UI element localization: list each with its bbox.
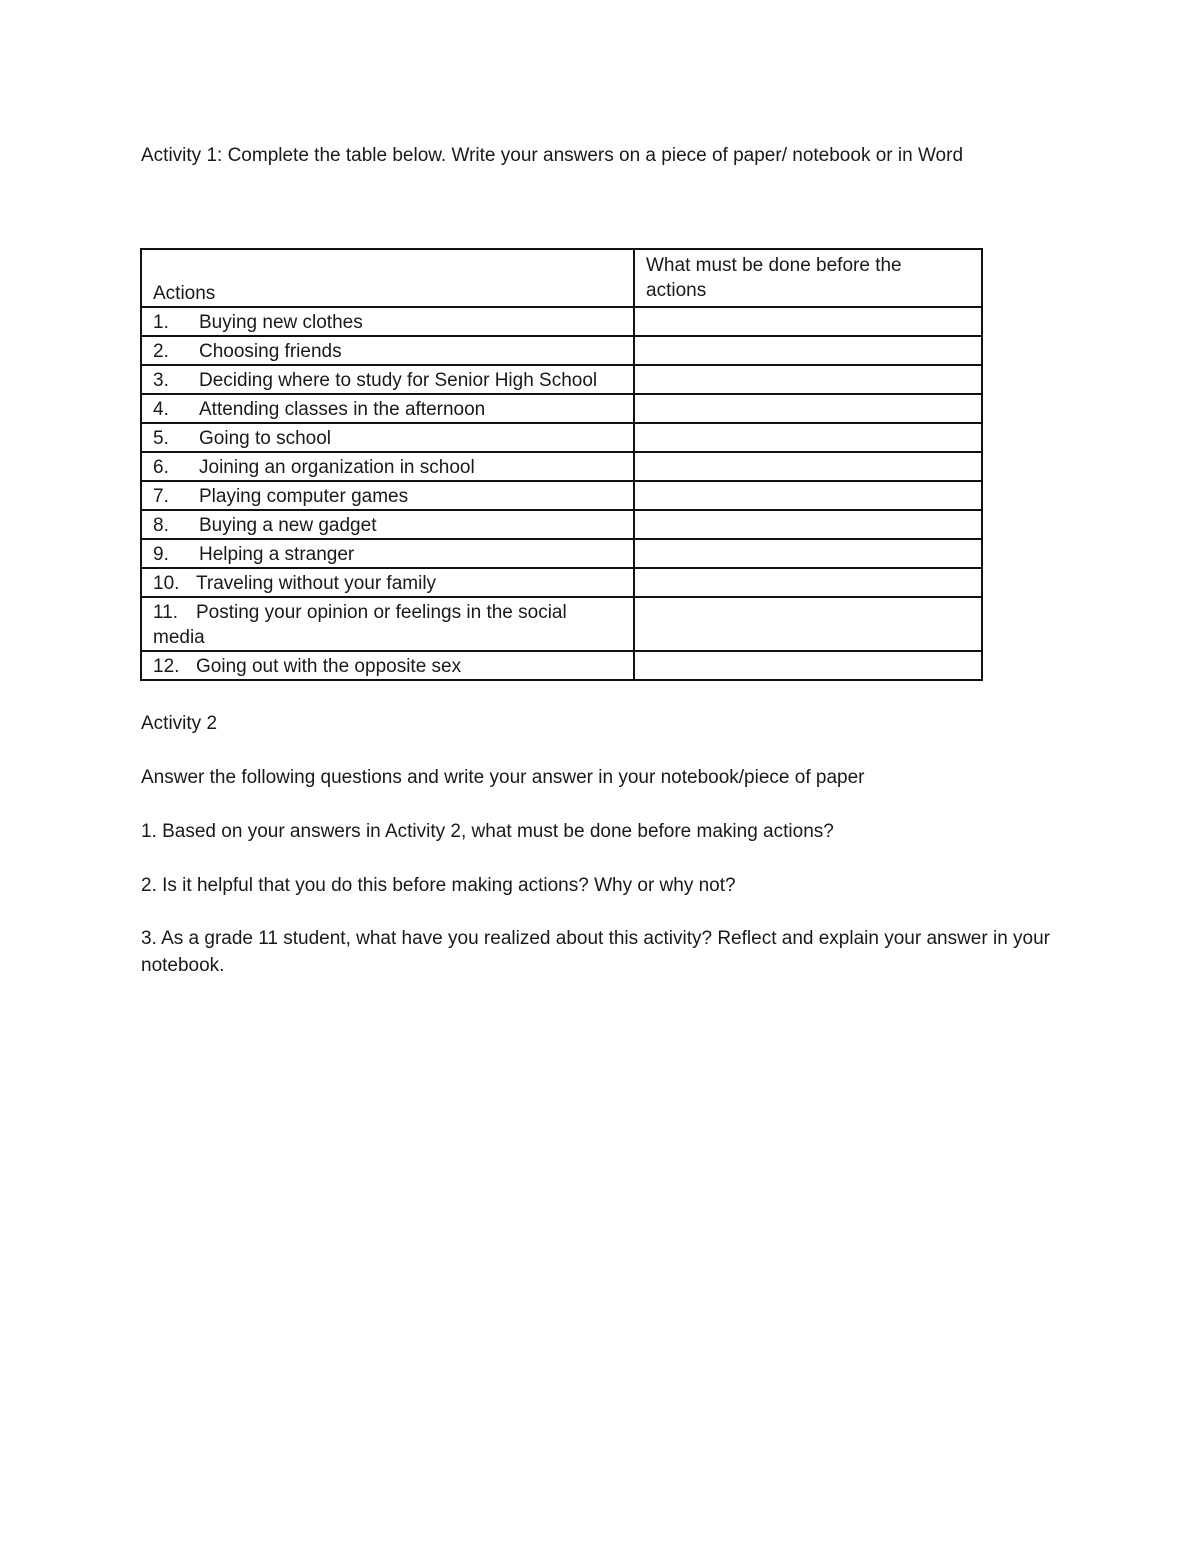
action-text: Playing computer games (199, 486, 409, 507)
header-right-line1: What must be done before the (646, 255, 902, 276)
answer-cell[interactable] (634, 307, 982, 336)
table-row (141, 394, 982, 423)
action-text: Choosing friends (199, 341, 342, 362)
table-row (141, 539, 982, 568)
table-row (141, 336, 982, 365)
row-number: 3. (153, 370, 169, 391)
row-number: 1. (153, 312, 169, 333)
table-row (141, 365, 982, 394)
answer-cell[interactable] (634, 597, 982, 651)
action-text: Going to school (199, 428, 332, 449)
row-number: 10. (153, 573, 180, 594)
action-cell (141, 510, 634, 539)
action-cell (141, 423, 634, 452)
action-text: Buying new clothes (199, 312, 363, 333)
row-number: 12. (153, 656, 180, 677)
action-cell (141, 597, 634, 651)
answer-cell[interactable] (634, 539, 982, 568)
action-cell (141, 481, 634, 510)
question-1: 1. Based on your answers in Activity 2, what must be done before making actions? (141, 821, 834, 842)
action-cell (141, 394, 634, 423)
header-actions (141, 249, 634, 307)
table-row (141, 651, 982, 680)
row-number: 9. (153, 544, 169, 565)
row-number: 11. (153, 602, 179, 623)
table-row (141, 307, 982, 336)
row-number: 6. (153, 457, 169, 478)
table-row (141, 452, 982, 481)
action-text: Deciding where to study for Senior High School (199, 370, 598, 391)
activity1-instruction: Activity 1: Complete the table below. Write your answers on a piece of paper/ notebook or in Word (141, 145, 964, 166)
action-text-continued: media (153, 627, 205, 648)
table-row (141, 423, 982, 452)
action-text: Helping a stranger (199, 544, 355, 565)
table-row (141, 597, 982, 651)
row-number: 5. (153, 428, 169, 449)
question-3: 3. As a grade 11 student, what have you realized about this activity? Reflect and explain your answer in your notebook. (141, 928, 1051, 976)
row-number: 4. (153, 399, 169, 420)
action-cell (141, 336, 634, 365)
action-cell (141, 651, 634, 680)
answer-cell[interactable] (634, 452, 982, 481)
action-text: Going out with the opposite sex (196, 656, 462, 677)
activity2-instruction: Answer the following questions and write your answer in your notebook/piece of paper (141, 767, 865, 788)
action-text: Posting your opinion or feelings in the social (196, 602, 567, 623)
answer-cell[interactable] (634, 568, 982, 597)
action-cell (141, 539, 634, 568)
header-actions-label: Actions (153, 283, 216, 304)
answer-cell[interactable] (634, 651, 982, 680)
table-row (141, 481, 982, 510)
action-cell (141, 365, 634, 394)
table-header-row (141, 249, 982, 307)
action-text: Buying a new gadget (199, 515, 377, 536)
activity2-title: Activity 2 (141, 713, 218, 734)
header-what-must-be-done (634, 249, 982, 307)
action-cell (141, 452, 634, 481)
answer-cell[interactable] (634, 365, 982, 394)
action-cell (141, 568, 634, 597)
row-number: 2. (153, 341, 169, 362)
answer-cell[interactable] (634, 423, 982, 452)
action-text: Attending classes in the afternoon (199, 399, 486, 420)
action-text: Joining an organization in school (199, 457, 475, 478)
answer-cell[interactable] (634, 336, 982, 365)
header-right-line2: actions (646, 280, 707, 301)
table-row (141, 568, 982, 597)
action-cell (141, 307, 634, 336)
action-text: Traveling without your family (196, 573, 437, 594)
row-number: 7. (153, 486, 169, 507)
row-number: 8. (153, 515, 169, 536)
answer-cell[interactable] (634, 510, 982, 539)
actions-table (140, 248, 983, 681)
question-2: 2. Is it helpful that you do this before making actions? Why or why not? (141, 875, 736, 896)
answer-cell[interactable] (634, 481, 982, 510)
table-row (141, 510, 982, 539)
answer-cell[interactable] (634, 394, 982, 423)
